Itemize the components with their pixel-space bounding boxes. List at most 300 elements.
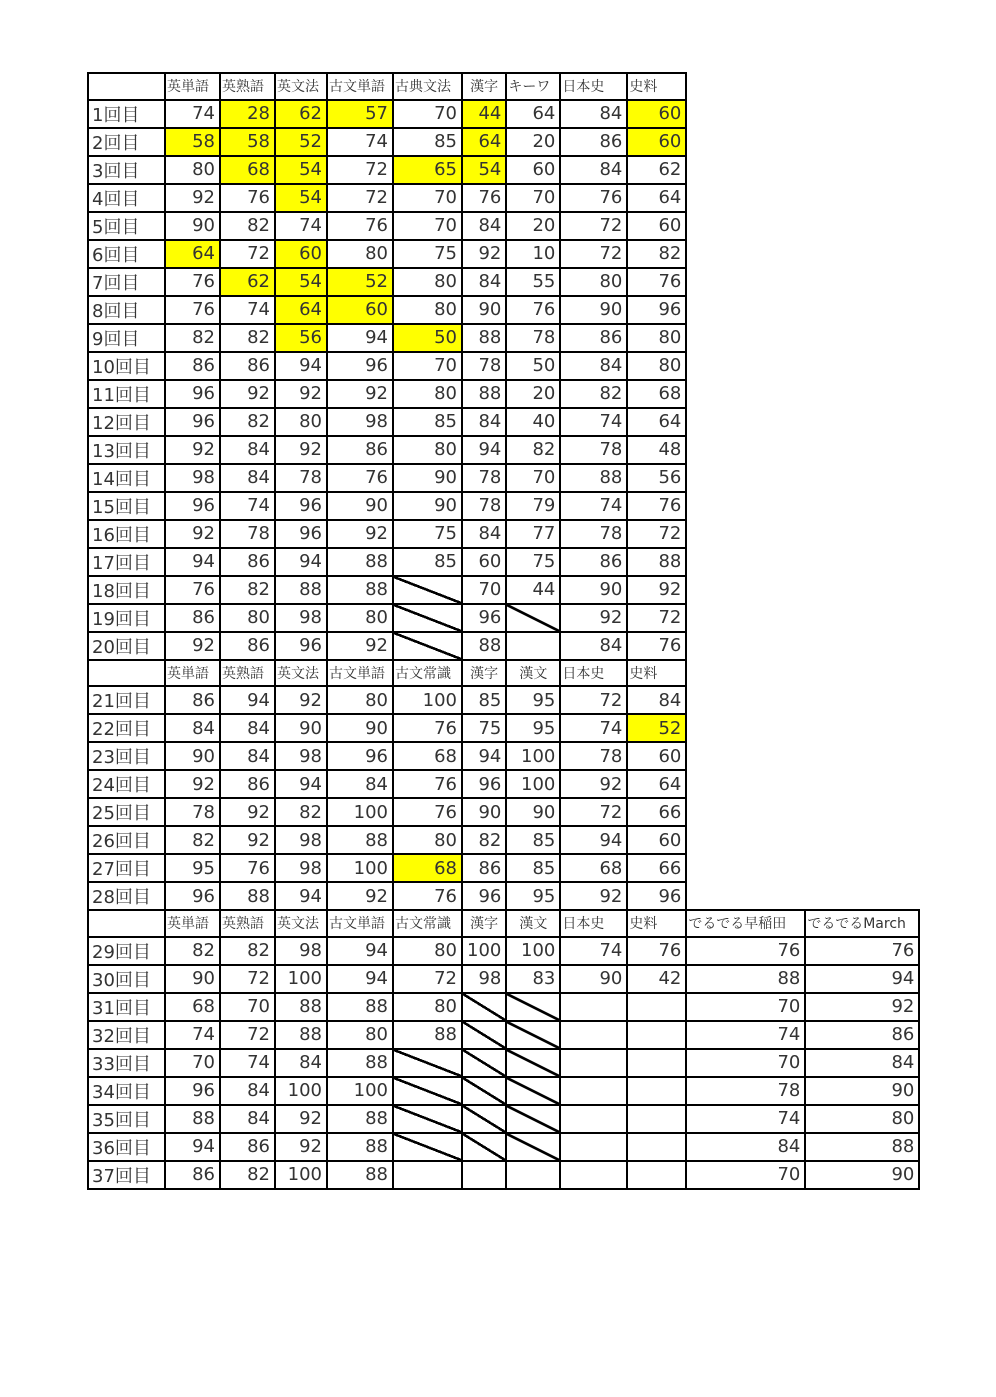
score-cell: 72 — [220, 240, 275, 268]
score-cell: 84 — [220, 742, 275, 770]
score-cell — [560, 993, 627, 1021]
score-cell: 86 — [220, 352, 275, 380]
column-header: でるでるMarch — [805, 910, 919, 937]
score-cell: 96 — [275, 492, 327, 520]
score-cell: 92 — [165, 436, 220, 464]
row-label: 27回目 — [88, 854, 165, 882]
score-cell: 86 — [220, 1133, 275, 1161]
header-row — [88, 660, 919, 687]
score-cell: 56 — [627, 464, 686, 492]
score-cell: 98 — [275, 604, 327, 632]
score-cell: 96 — [165, 882, 220, 910]
column-header: 英熟語 — [220, 910, 275, 937]
score-cell: 54 — [275, 184, 327, 212]
score-cell: 72 — [627, 604, 686, 632]
score-cell: 76 — [627, 937, 686, 965]
score-cell: 70 — [506, 464, 560, 492]
score-cell: 92 — [327, 380, 393, 408]
score-cell: 58 — [165, 128, 220, 156]
score-cell: 90 — [506, 798, 560, 826]
score-cell: 95 — [506, 686, 560, 714]
table-row — [88, 464, 919, 492]
score-cell: 44 — [462, 100, 506, 128]
score-cell: 84 — [560, 156, 627, 184]
score-cell: 98 — [275, 742, 327, 770]
score-cell: 76 — [165, 268, 220, 296]
score-cell: 96 — [627, 882, 686, 910]
column-header: 史料 — [627, 910, 686, 937]
empty-area — [686, 100, 805, 128]
row-label: 15回目 — [88, 492, 165, 520]
score-cell: 80 — [393, 993, 462, 1021]
score-cell: 74 — [327, 128, 393, 156]
score-cell: 76 — [165, 576, 220, 604]
score-cell: 84 — [462, 408, 506, 436]
score-cell: 86 — [560, 548, 627, 576]
score-cell: 74 — [220, 296, 275, 324]
score-cell — [627, 993, 686, 1021]
score-cell: 74 — [165, 1021, 220, 1049]
score-cell — [560, 1049, 627, 1077]
score-cell: 83 — [506, 965, 560, 993]
score-cell: 82 — [220, 937, 275, 965]
score-cell: 90 — [165, 742, 220, 770]
score-cell: 92 — [220, 380, 275, 408]
score-cell: 100 — [275, 965, 327, 993]
score-cell: 74 — [686, 1021, 805, 1049]
empty-area — [686, 826, 805, 854]
score-cell: 90 — [805, 1161, 919, 1189]
struck-cell — [393, 576, 462, 604]
score-cell: 78 — [560, 436, 627, 464]
score-cell: 92 — [560, 770, 627, 798]
score-cell: 92 — [275, 436, 327, 464]
empty-area — [805, 548, 919, 576]
score-cell: 52 — [275, 128, 327, 156]
struck-cell — [462, 1105, 506, 1133]
row-label: 36回目 — [88, 1133, 165, 1161]
score-cell: 98 — [462, 965, 506, 993]
score-cell: 90 — [560, 965, 627, 993]
empty-area — [686, 576, 805, 604]
table-row — [88, 212, 919, 240]
empty-area — [805, 240, 919, 268]
score-cell: 88 — [805, 1133, 919, 1161]
score-cell: 90 — [393, 492, 462, 520]
struck-cell — [506, 604, 560, 632]
row-label: 21回目 — [88, 686, 165, 714]
column-header: 日本史 — [560, 660, 627, 687]
score-cell: 96 — [275, 520, 327, 548]
column-header: 古典文法 — [393, 73, 462, 100]
header-corner-cell — [88, 660, 165, 687]
score-cell: 92 — [275, 1105, 327, 1133]
score-cell: 86 — [165, 1161, 220, 1189]
score-cell: 92 — [165, 520, 220, 548]
score-cell: 70 — [686, 993, 805, 1021]
score-cell: 92 — [165, 632, 220, 660]
score-cell: 86 — [220, 548, 275, 576]
table-row — [88, 798, 919, 826]
score-cell: 70 — [393, 352, 462, 380]
score-cell: 92 — [462, 240, 506, 268]
score-cell: 90 — [327, 714, 393, 742]
empty-area — [805, 184, 919, 212]
score-cell: 86 — [327, 436, 393, 464]
score-cell: 92 — [165, 770, 220, 798]
empty-area — [805, 73, 919, 100]
score-cell: 70 — [506, 184, 560, 212]
score-cell: 72 — [560, 240, 627, 268]
table-row — [88, 993, 919, 1021]
score-cell: 76 — [627, 632, 686, 660]
score-cell: 98 — [275, 854, 327, 882]
empty-area — [805, 604, 919, 632]
table-row — [88, 632, 919, 660]
score-cell: 100 — [275, 1161, 327, 1189]
score-cell: 100 — [327, 1077, 393, 1105]
score-cell: 84 — [275, 1049, 327, 1077]
score-cell: 10 — [506, 240, 560, 268]
struck-cell — [462, 1021, 506, 1049]
table-row — [88, 937, 919, 965]
score-cell: 76 — [393, 770, 462, 798]
score-cell: 66 — [627, 798, 686, 826]
column-header: 漢字 — [462, 73, 506, 100]
score-cell — [560, 1077, 627, 1105]
empty-area — [805, 686, 919, 714]
score-cell: 94 — [805, 965, 919, 993]
score-cell: 94 — [275, 548, 327, 576]
score-cell: 80 — [275, 408, 327, 436]
score-cell: 85 — [393, 128, 462, 156]
score-cell: 90 — [165, 212, 220, 240]
score-cell: 84 — [165, 714, 220, 742]
score-cell: 92 — [805, 993, 919, 1021]
score-cell: 72 — [220, 965, 275, 993]
struck-cell — [506, 1133, 560, 1161]
score-cell: 50 — [393, 324, 462, 352]
table-row — [88, 1077, 919, 1105]
empty-area — [686, 798, 805, 826]
score-cell: 98 — [275, 937, 327, 965]
score-cell: 70 — [462, 576, 506, 604]
score-cell: 76 — [165, 296, 220, 324]
score-cell: 55 — [506, 268, 560, 296]
score-cell — [560, 1133, 627, 1161]
empty-area — [805, 854, 919, 882]
score-cell: 52 — [327, 268, 393, 296]
score-cell: 86 — [165, 604, 220, 632]
column-header: 英文法 — [275, 910, 327, 937]
score-cell: 90 — [275, 714, 327, 742]
score-table — [87, 72, 920, 1190]
column-header: 英熟語 — [220, 73, 275, 100]
score-cell: 84 — [560, 352, 627, 380]
score-cell: 84 — [462, 268, 506, 296]
score-cell: 66 — [627, 854, 686, 882]
score-cell: 85 — [506, 854, 560, 882]
score-cell: 62 — [220, 268, 275, 296]
empty-area — [805, 492, 919, 520]
score-cell: 64 — [165, 240, 220, 268]
score-cell — [462, 1161, 506, 1189]
score-cell: 70 — [393, 212, 462, 240]
empty-area — [805, 464, 919, 492]
row-label: 18回目 — [88, 576, 165, 604]
score-cell: 80 — [393, 380, 462, 408]
score-cell: 84 — [220, 714, 275, 742]
score-cell: 94 — [462, 436, 506, 464]
table-row — [88, 1049, 919, 1077]
row-label: 24回目 — [88, 770, 165, 798]
column-header: 史料 — [627, 73, 686, 100]
row-label: 25回目 — [88, 798, 165, 826]
empty-area — [805, 520, 919, 548]
table-row — [88, 240, 919, 268]
score-cell: 68 — [393, 854, 462, 882]
empty-area — [686, 714, 805, 742]
empty-area — [686, 268, 805, 296]
score-cell: 76 — [220, 184, 275, 212]
struck-cell — [393, 1133, 462, 1161]
score-cell: 76 — [220, 854, 275, 882]
column-header: キーワ — [506, 73, 560, 100]
empty-area — [686, 686, 805, 714]
score-cell: 100 — [506, 770, 560, 798]
table-row — [88, 1021, 919, 1049]
struck-cell — [506, 1077, 560, 1105]
score-cell: 42 — [627, 965, 686, 993]
score-cell: 80 — [627, 324, 686, 352]
empty-area — [805, 770, 919, 798]
table-row — [88, 576, 919, 604]
score-cell: 64 — [627, 408, 686, 436]
header-corner-cell — [88, 73, 165, 100]
score-cell: 60 — [506, 156, 560, 184]
score-cell: 76 — [627, 268, 686, 296]
score-cell: 84 — [627, 686, 686, 714]
empty-area — [686, 212, 805, 240]
score-cell: 74 — [560, 408, 627, 436]
score-cell: 95 — [506, 882, 560, 910]
row-label: 11回目 — [88, 380, 165, 408]
score-cell: 72 — [220, 1021, 275, 1049]
score-cell: 90 — [462, 798, 506, 826]
score-cell: 98 — [275, 826, 327, 854]
empty-area — [686, 73, 805, 100]
score-cell: 64 — [627, 770, 686, 798]
score-cell: 82 — [165, 937, 220, 965]
score-cell — [627, 1161, 686, 1189]
score-cell: 78 — [165, 798, 220, 826]
score-cell: 60 — [627, 826, 686, 854]
empty-area — [686, 408, 805, 436]
empty-area — [686, 770, 805, 798]
score-cell: 96 — [627, 296, 686, 324]
empty-area — [686, 882, 805, 910]
score-cell: 86 — [165, 352, 220, 380]
score-cell: 82 — [220, 576, 275, 604]
score-cell: 82 — [220, 408, 275, 436]
score-cell: 86 — [560, 324, 627, 352]
score-cell: 54 — [462, 156, 506, 184]
empty-area — [686, 464, 805, 492]
score-cell: 88 — [275, 1021, 327, 1049]
table-row — [88, 604, 919, 632]
score-cell: 76 — [506, 296, 560, 324]
table-row — [88, 100, 919, 128]
score-cell: 94 — [275, 770, 327, 798]
score-cell: 78 — [220, 520, 275, 548]
score-cell: 76 — [462, 184, 506, 212]
row-label: 6回目 — [88, 240, 165, 268]
row-label: 37回目 — [88, 1161, 165, 1189]
score-cell: 78 — [462, 352, 506, 380]
score-cell: 79 — [506, 492, 560, 520]
table-row — [88, 882, 919, 910]
table-row — [88, 268, 919, 296]
score-cell: 94 — [275, 352, 327, 380]
score-cell: 80 — [560, 268, 627, 296]
score-cell: 72 — [560, 798, 627, 826]
score-cell: 74 — [220, 492, 275, 520]
score-cell: 84 — [220, 436, 275, 464]
empty-area — [805, 742, 919, 770]
score-cell: 72 — [627, 520, 686, 548]
empty-area — [805, 128, 919, 156]
struck-cell — [462, 993, 506, 1021]
column-header: 英単語 — [165, 910, 220, 937]
score-cell: 54 — [275, 268, 327, 296]
score-cell: 90 — [393, 464, 462, 492]
score-cell: 82 — [560, 380, 627, 408]
empty-area — [686, 380, 805, 408]
row-label: 9回目 — [88, 324, 165, 352]
score-cell: 78 — [275, 464, 327, 492]
column-header: でるでる早稲田 — [686, 910, 805, 937]
score-cell: 88 — [220, 882, 275, 910]
empty-area — [686, 324, 805, 352]
score-cell: 77 — [506, 520, 560, 548]
score-cell: 96 — [165, 380, 220, 408]
score-cell: 88 — [327, 1161, 393, 1189]
score-cell: 82 — [506, 436, 560, 464]
score-cell: 90 — [805, 1077, 919, 1105]
table-row — [88, 854, 919, 882]
score-cell: 75 — [506, 548, 560, 576]
score-cell: 90 — [327, 492, 393, 520]
score-cell: 56 — [275, 324, 327, 352]
empty-area — [805, 380, 919, 408]
score-cell: 94 — [560, 826, 627, 854]
struck-cell — [462, 1049, 506, 1077]
table-row — [88, 324, 919, 352]
table-row — [88, 742, 919, 770]
empty-area — [805, 882, 919, 910]
table-row — [88, 714, 919, 742]
row-label: 22回目 — [88, 714, 165, 742]
score-cell: 76 — [560, 184, 627, 212]
row-label: 8回目 — [88, 296, 165, 324]
score-cell: 80 — [393, 826, 462, 854]
score-cell: 80 — [327, 240, 393, 268]
score-cell: 85 — [462, 686, 506, 714]
score-cell: 74 — [275, 212, 327, 240]
table-row — [88, 352, 919, 380]
table-row — [88, 296, 919, 324]
row-label: 34回目 — [88, 1077, 165, 1105]
score-cell: 54 — [275, 156, 327, 184]
header-row — [88, 73, 919, 100]
score-cell: 92 — [327, 882, 393, 910]
column-header: 英文法 — [275, 73, 327, 100]
score-cell: 94 — [220, 686, 275, 714]
empty-area — [805, 296, 919, 324]
row-label: 26回目 — [88, 826, 165, 854]
table-row — [88, 548, 919, 576]
score-cell: 75 — [393, 520, 462, 548]
struck-cell — [393, 1105, 462, 1133]
score-cell: 92 — [165, 184, 220, 212]
score-cell: 94 — [327, 965, 393, 993]
score-cell: 98 — [165, 464, 220, 492]
score-cell: 78 — [506, 324, 560, 352]
score-cell: 85 — [393, 548, 462, 576]
score-cell: 50 — [506, 352, 560, 380]
score-cell: 88 — [165, 1105, 220, 1133]
column-header: 英熟語 — [220, 660, 275, 687]
score-cell: 78 — [462, 492, 506, 520]
score-cell: 92 — [560, 882, 627, 910]
score-cell: 75 — [393, 240, 462, 268]
score-cell: 100 — [327, 798, 393, 826]
score-cell: 74 — [560, 714, 627, 742]
empty-area — [686, 854, 805, 882]
score-cell: 60 — [462, 548, 506, 576]
score-cell: 65 — [393, 156, 462, 184]
score-cell: 72 — [560, 212, 627, 240]
score-cell: 95 — [506, 714, 560, 742]
row-label: 13回目 — [88, 436, 165, 464]
score-cell: 70 — [686, 1161, 805, 1189]
score-cell: 78 — [462, 464, 506, 492]
score-cell: 80 — [393, 937, 462, 965]
table-row — [88, 128, 919, 156]
score-cell: 48 — [627, 436, 686, 464]
score-cell: 80 — [327, 1021, 393, 1049]
score-cell: 70 — [165, 1049, 220, 1077]
score-cell: 82 — [165, 826, 220, 854]
column-header: 古文常識 — [393, 910, 462, 937]
score-cell: 86 — [560, 128, 627, 156]
table-row — [88, 686, 919, 714]
score-cell: 84 — [560, 100, 627, 128]
score-cell: 88 — [327, 1105, 393, 1133]
score-cell: 64 — [462, 128, 506, 156]
score-cell: 84 — [462, 212, 506, 240]
score-cell: 86 — [165, 686, 220, 714]
table-row — [88, 1105, 919, 1133]
score-cell: 75 — [462, 714, 506, 742]
row-label: 31回目 — [88, 993, 165, 1021]
empty-area — [686, 548, 805, 576]
score-cell: 96 — [327, 352, 393, 380]
struck-cell — [462, 1077, 506, 1105]
score-cell: 86 — [220, 632, 275, 660]
score-cell: 96 — [165, 492, 220, 520]
table-row — [88, 1161, 919, 1189]
